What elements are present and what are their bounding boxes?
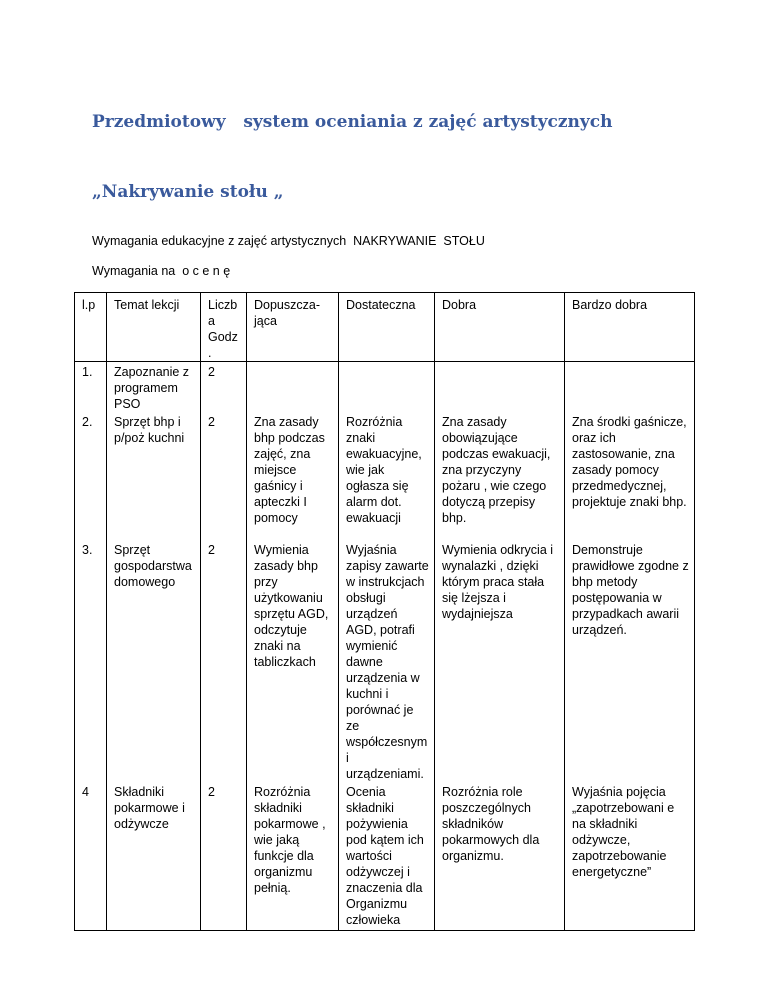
table-row: [75, 362, 695, 413]
cell-bardzo-dobra: [565, 362, 695, 413]
cell-dopuszczajaca: [247, 362, 339, 413]
table-row: [75, 540, 695, 782]
cell-hours: 2: [201, 782, 247, 930]
cell-topic: Sprzęt gospodarstwa domowego: [107, 540, 201, 782]
table-row: [75, 782, 695, 930]
header-dobra: Dobra: [435, 293, 565, 362]
cell-dobra: Rozróżnia role poszczególnych składników pokarmowych dla organizmu.: [435, 782, 565, 930]
header-bardzo-dobra: Bardzo dobra: [565, 293, 695, 362]
cell-lp: 4: [75, 782, 107, 930]
table-row: [75, 412, 695, 540]
cell-bardzo-dobra: Zna środki gaśnicze, oraz ich zastosowanie, zna zasady pomocy przedmedycznej, projektuje znaki bhp.: [565, 412, 695, 540]
cell-topic: Składniki pokarmowe i odżywcze: [107, 782, 201, 930]
header-dopuszczajaca: Dopuszcza-jąca: [247, 293, 339, 362]
header-topic: Temat lekcji: [107, 293, 201, 362]
cell-lp: 1.: [75, 362, 107, 413]
cell-dobra: [435, 362, 565, 413]
header-hours: Liczb a Godz.: [201, 293, 247, 362]
cell-dobra: Zna zasady obowiązujące podczas ewakuacji, zna przyczyny pożaru , wie czego dotyczą przepisy bhp.: [435, 412, 565, 540]
cell-bardzo-dobra: Demonstruje prawidłowe zgodne z bhp metody postępowania w przypadkach awarii urządzeń.: [565, 540, 695, 782]
cell-hours: 2: [201, 362, 247, 413]
cell-dopuszczajaca: Wymienia zasady bhp przy użytkowaniu sprzętu AGD, odczytuje znaki na tabliczkach: [247, 540, 339, 782]
cell-hours: 2: [201, 412, 247, 540]
cell-hours: 2: [201, 540, 247, 782]
cell-bardzo-dobra: Wyjaśnia pojęcia „zapotrzebowani e na składniki odżywcze, zapotrzebowanie energetyczne”: [565, 782, 695, 930]
grading-table: [74, 292, 695, 931]
cell-dostateczna: Rozróżnia znaki ewakuacyjne, wie jak ogłasza się alarm dot. ewakuacji: [339, 412, 435, 540]
cell-dostateczna: Wyjaśnia zapisy zawarte w instrukcjach obsługi urządzeń AGD, potrafi wymienić dawne urządzenia w kuchni i porównać je ze współczesnym i urządzeniami.: [339, 540, 435, 782]
cell-topic: Sprzęt bhp i p/poż kuchni: [107, 412, 201, 540]
table-header-row: [75, 293, 695, 362]
cell-topic: Zapoznanie z programem PSO: [107, 362, 201, 413]
header-dostateczna: Dostateczna: [339, 293, 435, 362]
document-title: Przedmiotowy system oceniania z zajęć artystycznych: [92, 112, 613, 132]
cell-dobra: Wymienia odkrycia i wynalazki , dzięki którym praca stała się lżejsza i wydajniejsza: [435, 540, 565, 782]
cell-lp: 3.: [75, 540, 107, 782]
cell-lp: 2.: [75, 412, 107, 540]
document-subtitle: „Nakrywanie stołu „: [92, 182, 284, 202]
cell-dopuszczajaca: Zna zasady bhp podczas zajęć, zna miejsce gaśnicy i apteczki I pomocy: [247, 412, 339, 540]
grade-line: Wymagania na o c e n ę: [92, 264, 231, 278]
header-lp: l.p: [75, 293, 107, 362]
cell-dostateczna: [339, 362, 435, 413]
requirements-line: Wymagania edukacyjne z zajęć artystycznych NAKRYWANIE STOŁU: [92, 234, 485, 248]
cell-dopuszczajaca: Rozróżnia składniki pokarmowe , wie jaką funkcje dla organizmu pełnią.: [247, 782, 339, 930]
cell-dostateczna: Ocenia składniki pożywienia pod kątem ich wartości odżywczej i znaczenia dla Organizmu człowieka: [339, 782, 435, 930]
